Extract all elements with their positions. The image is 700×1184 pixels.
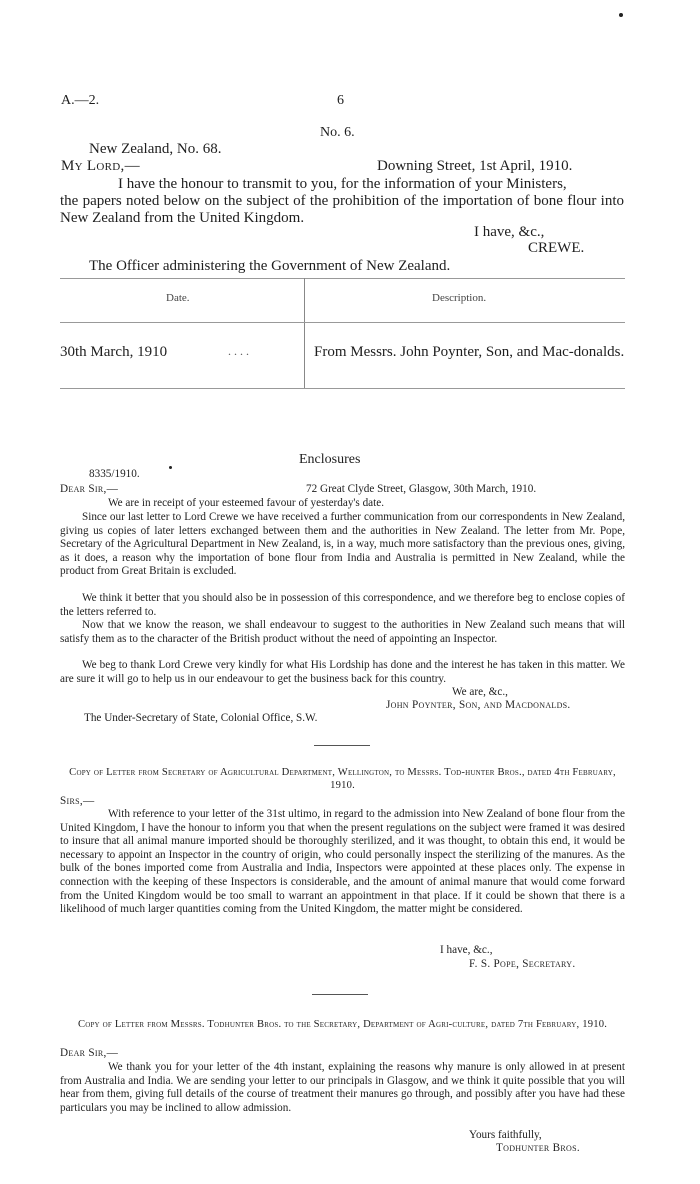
column-header-date: Date. bbox=[166, 292, 190, 304]
enclosure2-salutation: Sirs,— bbox=[60, 795, 95, 807]
ink-speck bbox=[169, 466, 172, 469]
enclosure2-body: With reference to your letter of the 31st ultimo, in regard to the admission into New Zealand of bone flour from the United Kingdom, I have the honour to inform you that when the present regulations on the subject were framed it was desired to insure that all animal manure imported should be thoroughly sterilized, and it was thought, to obtain this end, it would be necessary to appoint an Inspector in the country of origin, who could personally inspect the sterilizing of the manures. As the bulk of the bones imported come from Australia and India, Inspectors were appointed at these places only. The expense in connection with the keeping of these Inspectors is considerable, and the amount of animal manure that would come forward from the United Kingdom would be too small to warrant an appointment in that place. If it could be shown that there is a likelihood of much larger quantities coming from the United Kingdom, the matter might be considered. bbox=[60, 808, 625, 916]
document-number: No. 6. bbox=[320, 125, 355, 140]
row-date: 30th March, 1910 bbox=[60, 344, 168, 360]
addressee: The Officer administering the Government of New Zealand. bbox=[89, 258, 451, 274]
enclosure2-heading: Copy of Letter from Secretary of Agricultural Department, Wellington, to Messrs. Tod-hunter Bros., dated 4th February, 1910. bbox=[69, 767, 616, 792]
letter-body-first-line: I have the honour to transmit to you, for the information of your Ministers, bbox=[118, 176, 567, 192]
enclosure1-salutation: Dear Sir,— bbox=[60, 483, 119, 495]
salutation: My Lord,— bbox=[61, 158, 140, 174]
page-number: 6 bbox=[337, 93, 344, 108]
row-description: From Messrs. John Poynter, Son, and Mac-donalds. bbox=[314, 344, 625, 360]
enclosure2-closing: I have, &c., bbox=[440, 944, 493, 956]
section-divider bbox=[314, 745, 370, 746]
ink-speck bbox=[619, 13, 623, 17]
enclosure1-paragraph: We think it better that you should also be in possession of this correspondence, and we therefore beg to enclose copies of the letters referred to. bbox=[60, 592, 625, 618]
dateline: Downing Street, 1st April, 1910. bbox=[377, 158, 573, 174]
row-dot-leader: . . . . bbox=[228, 344, 249, 358]
signature: CREWE. bbox=[528, 240, 585, 256]
enclosure1-paragraph: We are in receipt of your esteemed favour of yesterday's date. bbox=[108, 497, 385, 509]
table-top-rule bbox=[60, 278, 625, 279]
section-divider bbox=[312, 994, 368, 995]
enclosure1-closing: We are, &c., bbox=[452, 686, 508, 698]
table-header-rule bbox=[60, 322, 625, 323]
enclosure3-salutation: Dear Sir,— bbox=[60, 1047, 119, 1059]
enclosure2-signature: F. S. Pope, Secretary. bbox=[469, 958, 576, 970]
enclosure1-addressee: The Under-Secretary of State, Colonial Office, S.W. bbox=[84, 712, 318, 724]
enclosure1-signature: John Poynter, Son, and Macdonalds. bbox=[386, 699, 571, 711]
column-header-description: Description. bbox=[432, 292, 487, 304]
enclosure3-heading: Copy of Letter from Messrs. Todhunter Bros. to the Secretary, Department of Agri-culture, dated 7th February, 1910. bbox=[77, 1019, 608, 1030]
table-column-divider bbox=[304, 278, 305, 388]
table-bottom-rule bbox=[60, 388, 625, 389]
enclosure3-body: We thank you for your letter of the 4th instant, explaining the reasons why manure is only allowed in at present from Australia and India. We are sending your letter to our principals in Glasgow, and we think it quite possible that you will hear from them, giving full details of the course of treatment their manures go through, and possibly after you have had these particulars you may be inclined to allow admission. bbox=[60, 1061, 625, 1114]
enclosure3-signature: Todhunter Bros. bbox=[496, 1142, 580, 1154]
file-reference: 8335/1910. bbox=[89, 468, 140, 480]
colony-reference: New Zealand, No. 68. bbox=[89, 141, 222, 157]
enclosure1-paragraph: We beg to thank Lord Crewe very kindly for what His Lordship has done and the interest he has taken in this matter. We are sure it will go to help us in our endeavour to get the business back for this country. bbox=[60, 659, 625, 685]
closing: I have, &c., bbox=[474, 224, 545, 240]
letter-body: the papers noted below on the subject of the prohibition of the importation of bone flour into New Zealand from the United Kingdom. bbox=[60, 193, 624, 226]
enclosures-title: Enclosures bbox=[299, 452, 361, 467]
enclosure3-closing: Yours faithfully, bbox=[469, 1129, 542, 1141]
enclosure1-paragraph: Now that we know the reason, we shall endeavour to suggest to the authorities in New Zealand such means that will satisfy them as to the character of the British product without the need of appointing an Inspector. bbox=[60, 619, 625, 645]
parliamentary-paper-reference: A.—2. bbox=[61, 93, 100, 108]
enclosure1-paragraph: Since our last letter to Lord Crewe we have received a further communication from our correspondents in New Zealand, giving us copies of later letters exchanged between them and the authorities in New Zealand. The letter from Mr. Pope, Secretary of the Agricultural Department in New Zealand, is, in a way, much more satisfactory than the previous ones, giving, as it does, a reason why the importation of bone flour from India and Australia is permitted in New Zealand, while the product from Great Britain is excluded. bbox=[60, 511, 625, 578]
enclosure1-address: 72 Great Clyde Street, Glasgow, 30th March, 1910. bbox=[306, 483, 537, 495]
